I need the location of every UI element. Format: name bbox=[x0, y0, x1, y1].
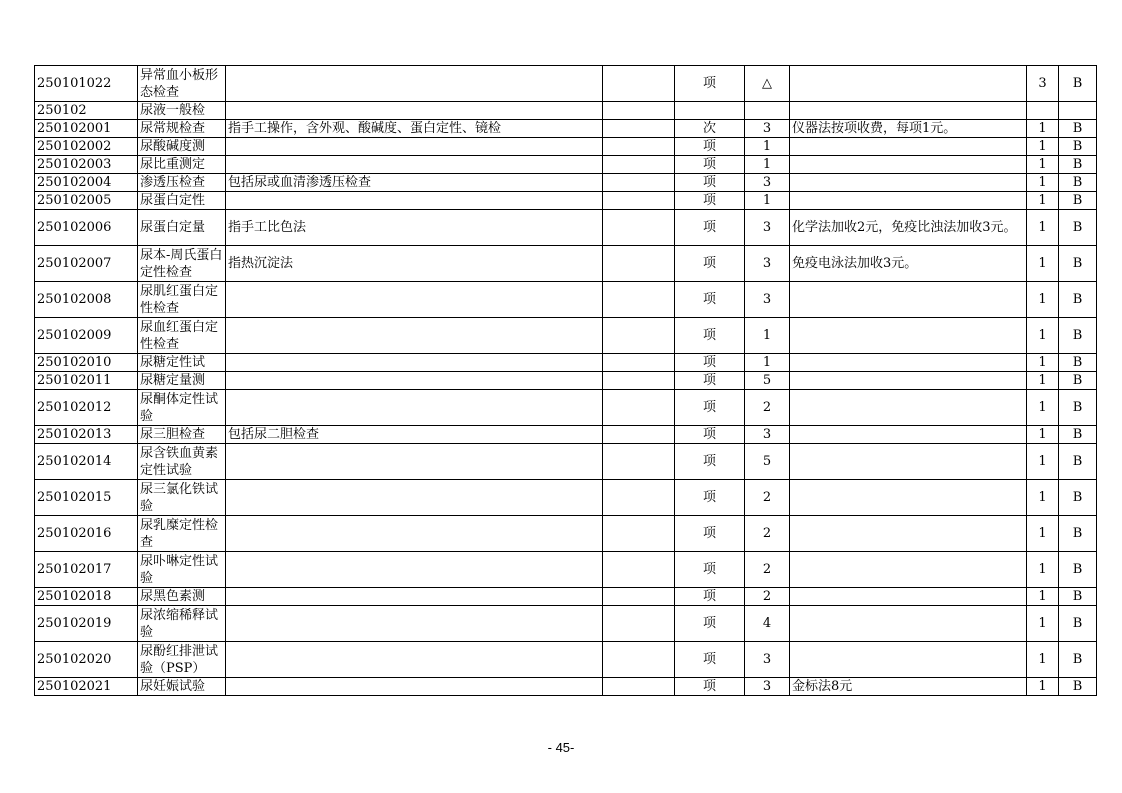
item-code-cell: 250102009 bbox=[35, 318, 138, 354]
item-code-cell: 250102015 bbox=[35, 480, 138, 516]
item-name-cell: 异常血小板形态检查 bbox=[138, 66, 226, 102]
item-name-cell: 尿妊娠试验 bbox=[138, 678, 226, 696]
unit-cell: 项 bbox=[675, 444, 745, 480]
price-cell: 4 bbox=[745, 606, 790, 642]
note-cell: 金标法8元 bbox=[790, 678, 1027, 696]
item-code-cell: 250102 bbox=[35, 102, 138, 120]
price-cell: 5 bbox=[745, 372, 790, 390]
item-code-cell: 250102005 bbox=[35, 192, 138, 210]
unit-cell: 次 bbox=[675, 120, 745, 138]
unit-cell: 项 bbox=[675, 66, 745, 102]
item-content-cell bbox=[226, 354, 603, 372]
unit-cell: 项 bbox=[675, 192, 745, 210]
level-cell: 1 bbox=[1027, 210, 1059, 246]
class-cell: B bbox=[1059, 246, 1097, 282]
excluded-content-cell bbox=[603, 354, 675, 372]
table-row bbox=[35, 642, 1097, 678]
unit-cell bbox=[675, 102, 745, 120]
level-cell: 1 bbox=[1027, 480, 1059, 516]
item-content-cell: 包括尿或血清渗透压检查 bbox=[226, 174, 603, 192]
class-cell: B bbox=[1059, 192, 1097, 210]
price-cell: △ bbox=[745, 66, 790, 102]
price-cell: 5 bbox=[745, 444, 790, 480]
class-cell: B bbox=[1059, 354, 1097, 372]
class-cell: B bbox=[1059, 120, 1097, 138]
table-row bbox=[35, 102, 1097, 120]
item-code-cell: 250102020 bbox=[35, 642, 138, 678]
level-cell: 1 bbox=[1027, 606, 1059, 642]
table-row bbox=[35, 156, 1097, 174]
item-code-cell: 250102014 bbox=[35, 444, 138, 480]
price-cell: 3 bbox=[745, 210, 790, 246]
item-name-cell: 尿糖定性试 bbox=[138, 354, 226, 372]
table-row bbox=[35, 210, 1097, 246]
table-body bbox=[35, 66, 1097, 696]
table-row bbox=[35, 480, 1097, 516]
item-content-cell bbox=[226, 372, 603, 390]
item-code-cell: 250102004 bbox=[35, 174, 138, 192]
class-cell: B bbox=[1059, 588, 1097, 606]
class-cell: B bbox=[1059, 606, 1097, 642]
level-cell: 1 bbox=[1027, 192, 1059, 210]
note-cell bbox=[790, 606, 1027, 642]
price-cell: 1 bbox=[745, 138, 790, 156]
item-content-cell bbox=[226, 390, 603, 426]
unit-cell: 项 bbox=[675, 516, 745, 552]
item-code-cell: 250102008 bbox=[35, 282, 138, 318]
note-cell bbox=[790, 66, 1027, 102]
price-cell: 2 bbox=[745, 552, 790, 588]
level-cell: 1 bbox=[1027, 516, 1059, 552]
class-cell: B bbox=[1059, 156, 1097, 174]
table-row bbox=[35, 588, 1097, 606]
item-name-cell: 尿肌红蛋白定性检查 bbox=[138, 282, 226, 318]
item-code-cell: 250102010 bbox=[35, 354, 138, 372]
unit-cell: 项 bbox=[675, 642, 745, 678]
level-cell: 1 bbox=[1027, 282, 1059, 318]
excluded-content-cell bbox=[603, 246, 675, 282]
note-cell bbox=[790, 642, 1027, 678]
item-name-cell: 尿糖定量测 bbox=[138, 372, 226, 390]
class-cell: B bbox=[1059, 480, 1097, 516]
item-code-cell: 250102012 bbox=[35, 390, 138, 426]
unit-cell: 项 bbox=[675, 606, 745, 642]
excluded-content-cell bbox=[603, 210, 675, 246]
note-cell: 仪器法按项收费，每项1元。 bbox=[790, 120, 1027, 138]
item-content-cell bbox=[226, 156, 603, 174]
excluded-content-cell bbox=[603, 588, 675, 606]
price-cell: 2 bbox=[745, 516, 790, 552]
item-name-cell: 尿三氯化铁试验 bbox=[138, 480, 226, 516]
item-code-cell: 250101022 bbox=[35, 66, 138, 102]
excluded-content-cell bbox=[603, 444, 675, 480]
table-row bbox=[35, 372, 1097, 390]
table-row bbox=[35, 66, 1097, 102]
excluded-content-cell bbox=[603, 606, 675, 642]
price-cell: 1 bbox=[745, 318, 790, 354]
class-cell: B bbox=[1059, 426, 1097, 444]
table-row bbox=[35, 282, 1097, 318]
note-cell bbox=[790, 426, 1027, 444]
level-cell: 1 bbox=[1027, 156, 1059, 174]
item-name-cell: 尿乳糜定性检查 bbox=[138, 516, 226, 552]
note-cell: 免疫电泳法加收3元。 bbox=[790, 246, 1027, 282]
note-cell bbox=[790, 174, 1027, 192]
note-cell bbox=[790, 516, 1027, 552]
unit-cell: 项 bbox=[675, 588, 745, 606]
unit-cell: 项 bbox=[675, 210, 745, 246]
excluded-content-cell bbox=[603, 138, 675, 156]
note-cell bbox=[790, 480, 1027, 516]
item-name-cell: 尿血红蛋白定性检查 bbox=[138, 318, 226, 354]
item-code-cell: 250102016 bbox=[35, 516, 138, 552]
item-name-cell: 尿蛋白定量 bbox=[138, 210, 226, 246]
level-cell: 1 bbox=[1027, 426, 1059, 444]
item-content-cell bbox=[226, 678, 603, 696]
level-cell: 1 bbox=[1027, 138, 1059, 156]
item-code-cell: 250102003 bbox=[35, 156, 138, 174]
item-content-cell bbox=[226, 552, 603, 588]
level-cell: 1 bbox=[1027, 588, 1059, 606]
class-cell: B bbox=[1059, 390, 1097, 426]
item-code-cell: 250102007 bbox=[35, 246, 138, 282]
item-name-cell: 尿本-周氏蛋白定性检查 bbox=[138, 246, 226, 282]
excluded-content-cell bbox=[603, 516, 675, 552]
excluded-content-cell bbox=[603, 552, 675, 588]
excluded-content-cell bbox=[603, 120, 675, 138]
item-code-cell: 250102002 bbox=[35, 138, 138, 156]
excluded-content-cell bbox=[603, 426, 675, 444]
level-cell: 1 bbox=[1027, 354, 1059, 372]
class-cell: B bbox=[1059, 552, 1097, 588]
item-content-cell bbox=[226, 588, 603, 606]
item-name-cell: 尿液一般检 bbox=[138, 102, 226, 120]
price-cell: 1 bbox=[745, 354, 790, 372]
note-cell bbox=[790, 138, 1027, 156]
level-cell: 1 bbox=[1027, 174, 1059, 192]
item-code-cell: 250102006 bbox=[35, 210, 138, 246]
table-row bbox=[35, 426, 1097, 444]
excluded-content-cell bbox=[603, 156, 675, 174]
level-cell: 1 bbox=[1027, 120, 1059, 138]
item-name-cell: 尿三胆检查 bbox=[138, 426, 226, 444]
table-row bbox=[35, 246, 1097, 282]
price-cell: 3 bbox=[745, 642, 790, 678]
unit-cell: 项 bbox=[675, 480, 745, 516]
item-code-cell: 250102021 bbox=[35, 678, 138, 696]
class-cell: B bbox=[1059, 282, 1097, 318]
price-cell: 3 bbox=[745, 174, 790, 192]
price-cell: 3 bbox=[745, 426, 790, 444]
item-name-cell: 尿蛋白定性 bbox=[138, 192, 226, 210]
item-name-cell: 尿含铁血黄素定性试验 bbox=[138, 444, 226, 480]
table-row bbox=[35, 138, 1097, 156]
price-cell: 2 bbox=[745, 390, 790, 426]
table-row bbox=[35, 390, 1097, 426]
class-cell bbox=[1059, 102, 1097, 120]
note-cell bbox=[790, 282, 1027, 318]
item-code-cell: 250102019 bbox=[35, 606, 138, 642]
excluded-content-cell bbox=[603, 318, 675, 354]
price-cell: 3 bbox=[745, 120, 790, 138]
level-cell: 1 bbox=[1027, 372, 1059, 390]
unit-cell: 项 bbox=[675, 354, 745, 372]
item-content-cell bbox=[226, 282, 603, 318]
level-cell: 1 bbox=[1027, 642, 1059, 678]
item-content-cell bbox=[226, 192, 603, 210]
note-cell: 化学法加收2元，免疫比浊法加收3元。 bbox=[790, 210, 1027, 246]
table-row bbox=[35, 606, 1097, 642]
excluded-content-cell bbox=[603, 102, 675, 120]
excluded-content-cell bbox=[603, 480, 675, 516]
item-content-cell bbox=[226, 66, 603, 102]
item-name-cell: 尿卟啉定性试验 bbox=[138, 552, 226, 588]
level-cell: 1 bbox=[1027, 246, 1059, 282]
item-content-cell: 指手工比色法 bbox=[226, 210, 603, 246]
item-code-cell: 250102001 bbox=[35, 120, 138, 138]
note-cell bbox=[790, 318, 1027, 354]
price-cell: 3 bbox=[745, 282, 790, 318]
unit-cell: 项 bbox=[675, 678, 745, 696]
item-name-cell: 尿黑色素测 bbox=[138, 588, 226, 606]
price-cell: 2 bbox=[745, 588, 790, 606]
item-content-cell: 指热沉淀法 bbox=[226, 246, 603, 282]
class-cell: B bbox=[1059, 318, 1097, 354]
level-cell: 1 bbox=[1027, 444, 1059, 480]
unit-cell: 项 bbox=[675, 156, 745, 174]
unit-cell: 项 bbox=[675, 138, 745, 156]
item-name-cell: 尿浓缩稀释试验 bbox=[138, 606, 226, 642]
table-row bbox=[35, 552, 1097, 588]
excluded-content-cell bbox=[603, 282, 675, 318]
page-number: - 45- bbox=[547, 740, 575, 755]
excluded-content-cell bbox=[603, 66, 675, 102]
unit-cell: 项 bbox=[675, 426, 745, 444]
note-cell bbox=[790, 444, 1027, 480]
excluded-content-cell bbox=[603, 174, 675, 192]
level-cell bbox=[1027, 102, 1059, 120]
note-cell bbox=[790, 390, 1027, 426]
class-cell: B bbox=[1059, 642, 1097, 678]
class-cell: B bbox=[1059, 678, 1097, 696]
item-code-cell: 250102018 bbox=[35, 588, 138, 606]
class-cell: B bbox=[1059, 66, 1097, 102]
item-code-cell: 250102011 bbox=[35, 372, 138, 390]
note-cell bbox=[790, 552, 1027, 588]
price-cell: 3 bbox=[745, 678, 790, 696]
class-cell: B bbox=[1059, 174, 1097, 192]
level-cell: 1 bbox=[1027, 678, 1059, 696]
item-name-cell: 尿比重测定 bbox=[138, 156, 226, 174]
item-name-cell: 尿酮体定性试验 bbox=[138, 390, 226, 426]
price-cell bbox=[745, 102, 790, 120]
price-cell: 1 bbox=[745, 192, 790, 210]
note-cell bbox=[790, 372, 1027, 390]
table-row bbox=[35, 174, 1097, 192]
item-content-cell: 指手工操作，含外观、酸碱度、蛋白定性、镜检 bbox=[226, 120, 603, 138]
table-row bbox=[35, 192, 1097, 210]
unit-cell: 项 bbox=[675, 552, 745, 588]
level-cell: 1 bbox=[1027, 390, 1059, 426]
item-content-cell: 包括尿二胆检查 bbox=[226, 426, 603, 444]
item-code-cell: 250102017 bbox=[35, 552, 138, 588]
item-content-cell bbox=[226, 102, 603, 120]
note-cell bbox=[790, 102, 1027, 120]
unit-cell: 项 bbox=[675, 318, 745, 354]
note-cell bbox=[790, 588, 1027, 606]
item-name-cell: 尿酸碱度测 bbox=[138, 138, 226, 156]
item-content-cell bbox=[226, 318, 603, 354]
level-cell: 1 bbox=[1027, 552, 1059, 588]
class-cell: B bbox=[1059, 444, 1097, 480]
level-cell: 3 bbox=[1027, 66, 1059, 102]
item-content-cell bbox=[226, 480, 603, 516]
unit-cell: 项 bbox=[675, 174, 745, 192]
table-row bbox=[35, 516, 1097, 552]
note-cell bbox=[790, 156, 1027, 174]
table-row bbox=[35, 354, 1097, 372]
class-cell: B bbox=[1059, 516, 1097, 552]
class-cell: B bbox=[1059, 372, 1097, 390]
item-content-cell bbox=[226, 606, 603, 642]
table-row bbox=[35, 318, 1097, 354]
excluded-content-cell bbox=[603, 390, 675, 426]
fee-table bbox=[34, 65, 1097, 696]
excluded-content-cell bbox=[603, 192, 675, 210]
item-content-cell bbox=[226, 516, 603, 552]
item-content-cell bbox=[226, 138, 603, 156]
note-cell bbox=[790, 192, 1027, 210]
class-cell: B bbox=[1059, 138, 1097, 156]
unit-cell: 项 bbox=[675, 246, 745, 282]
item-name-cell: 尿酚红排泄试验（PSP） bbox=[138, 642, 226, 678]
excluded-content-cell bbox=[603, 678, 675, 696]
excluded-content-cell bbox=[603, 642, 675, 678]
item-content-cell bbox=[226, 444, 603, 480]
price-cell: 1 bbox=[745, 156, 790, 174]
level-cell: 1 bbox=[1027, 318, 1059, 354]
unit-cell: 项 bbox=[675, 372, 745, 390]
unit-cell: 项 bbox=[675, 390, 745, 426]
item-name-cell: 尿常规检查 bbox=[138, 120, 226, 138]
table-row bbox=[35, 120, 1097, 138]
excluded-content-cell bbox=[603, 372, 675, 390]
item-content-cell bbox=[226, 642, 603, 678]
class-cell: B bbox=[1059, 210, 1097, 246]
unit-cell: 项 bbox=[675, 282, 745, 318]
table-row bbox=[35, 444, 1097, 480]
table-row bbox=[35, 678, 1097, 696]
item-name-cell: 渗透压检查 bbox=[138, 174, 226, 192]
item-code-cell: 250102013 bbox=[35, 426, 138, 444]
price-cell: 3 bbox=[745, 246, 790, 282]
price-cell: 2 bbox=[745, 480, 790, 516]
note-cell bbox=[790, 354, 1027, 372]
